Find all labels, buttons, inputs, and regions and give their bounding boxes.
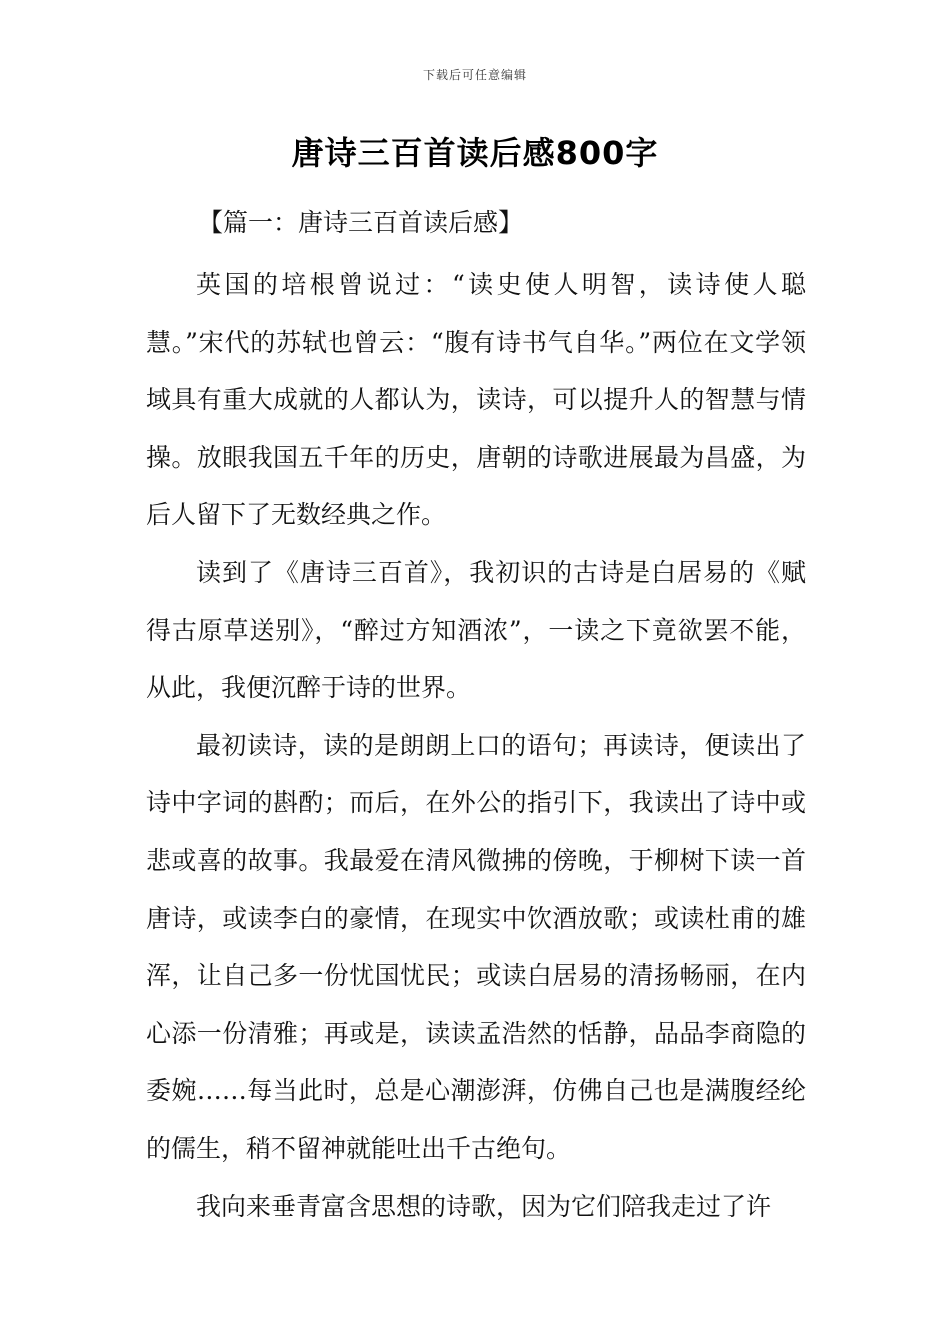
document-title: 唐诗三百首读后感800字 xyxy=(291,134,659,172)
paragraph: 英国的培根曾说过：“读史使人明智，读诗使人聪慧。”宋代的苏轼也曾云：“腹有诗书气自华。”两位在文学领域具有重大成就的人都认为，读诗，可以提升人的智慧与情操。放眼我国五千年的历史，唐朝的诗歌进展最为昌盛，为后人留下了无数经典之作。 xyxy=(146,270,806,530)
paragraph: 我向来垂青富含思想的诗歌，因为它们陪我走过了许 xyxy=(196,1191,772,1221)
paragraph: 读到了《唐诗三百首》，我初识的古诗是白居易的《赋得古原草送别》，“醉过方知酒浓”，一读之下竟欲罢不能，从此，我便沉醉于诗的世界。 xyxy=(146,557,806,703)
section-title: 【篇一：唐诗三百首读后感】 xyxy=(198,208,524,237)
paragraph: 最初读诗，读的是朗朗上口的语句；再读诗，便读出了诗中字词的斟酌；而后，在外公的指引下，我读出了诗中或悲或喜的故事。我最爱在清风微拂的傍晚，于柳树下读一首唐诗，或读李白的豪情，在现实中饮酒放歌；或读杜甫的雄浑，让自己多一份忧国忧民；或读白居易的清扬畅丽，在内心添一份清雅；再或是，读读孟浩然的恬静，品品李商隐的委婉……每当此时，总是心潮澎湃，仿佛自己也是满腹经纶的儒生，稍不留神就能吐出千古绝句。 xyxy=(146,730,806,1163)
document-body xyxy=(146,256,806,1235)
header-note: 下载后可任意编辑 xyxy=(422,68,527,82)
